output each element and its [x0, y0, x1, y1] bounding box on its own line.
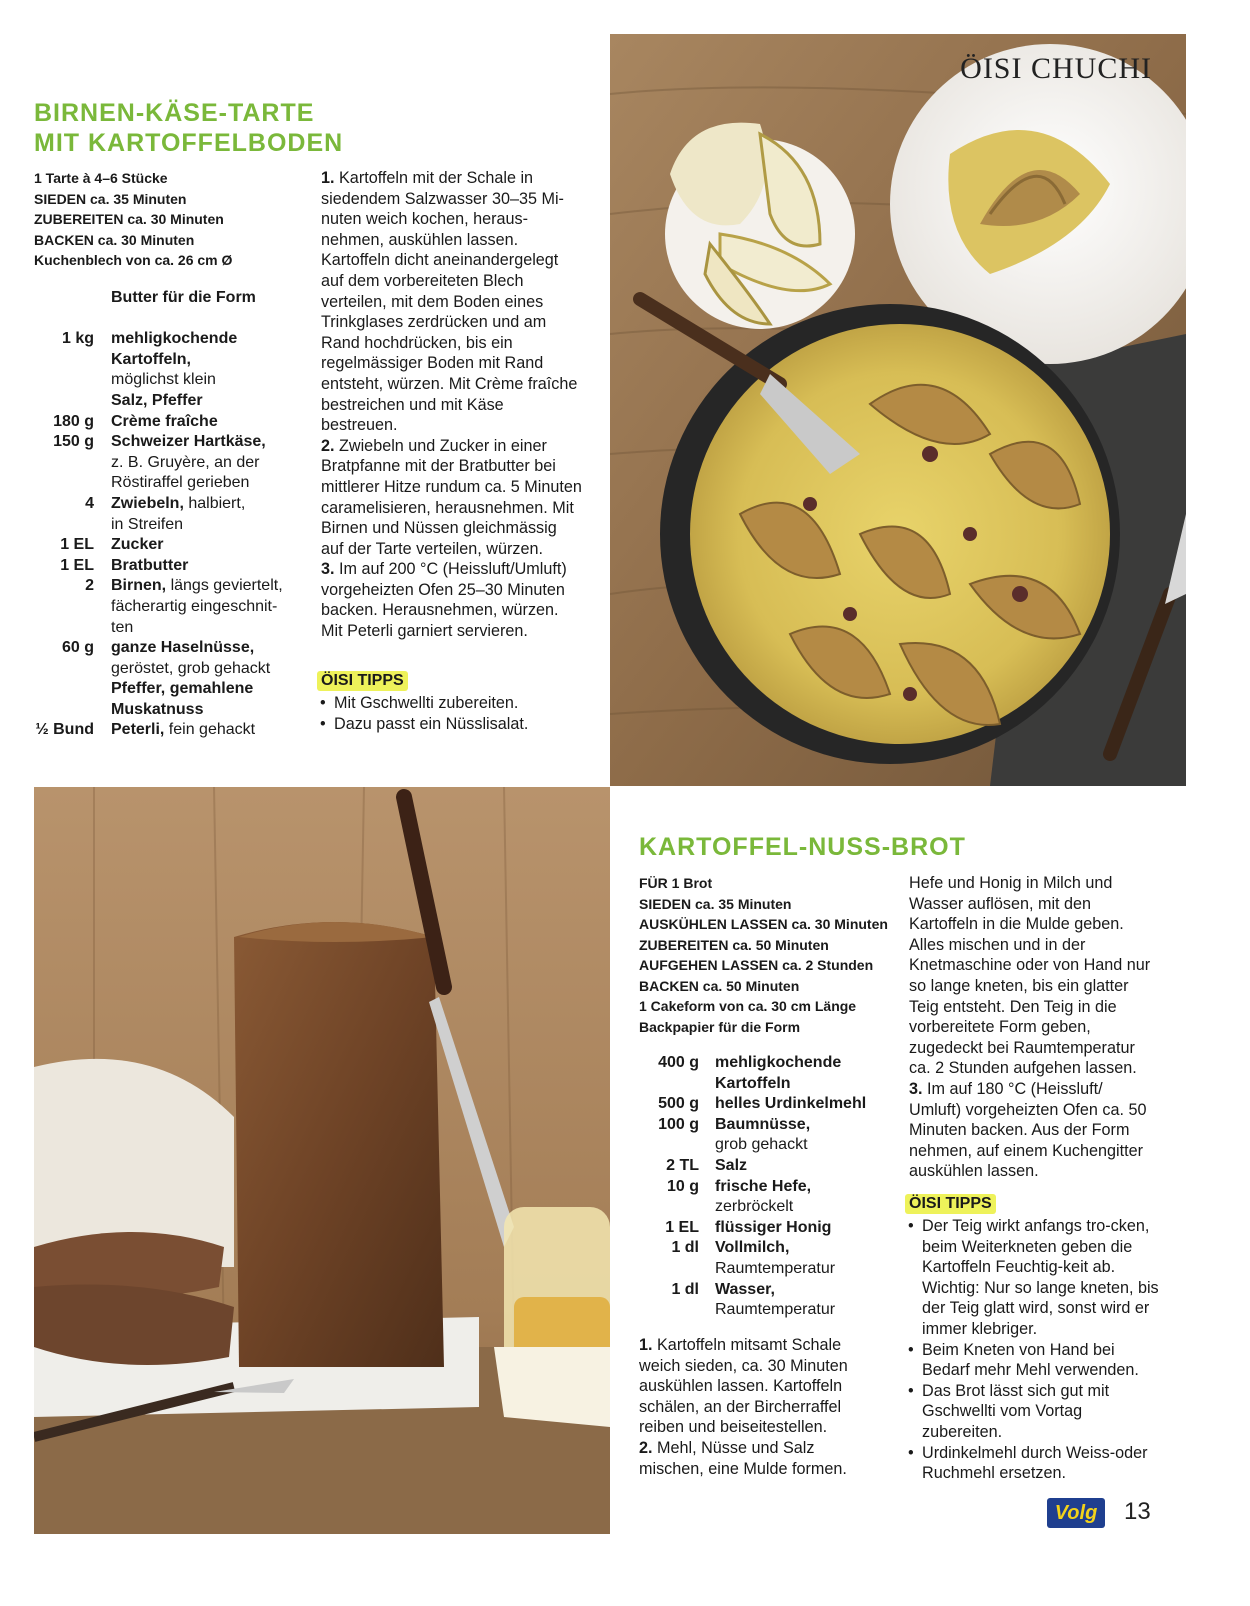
ingredient-name: Kartoffeln, — [111, 350, 191, 368]
tip-item: • Das Brot lässt sich gut mit Gschwellti vom Vortag zubereiten. — [905, 1381, 1165, 1443]
ingredient-row — [34, 659, 283, 680]
ingredient-qty: 60 g — [61, 639, 94, 657]
ingredient-qty — [639, 1197, 699, 1218]
ingredient-text — [111, 391, 203, 412]
ingredient-qty — [34, 473, 94, 494]
recipe2-tips — [905, 1193, 1165, 1484]
ingredient-name: Muskatnuss — [111, 700, 204, 718]
ingredient-text — [715, 1135, 808, 1156]
ingredient-qty: 1 EL — [60, 556, 94, 574]
ingredient-text — [111, 556, 188, 577]
ingredient-text — [111, 494, 245, 515]
recipe1-steps — [321, 168, 583, 642]
ingredient-name: Birnen, — [111, 577, 167, 595]
ingredient-detail: fächerartig eingeschnit- — [111, 597, 278, 615]
ingredient-text — [111, 679, 253, 700]
ingredient-qty: 150 g — [53, 433, 94, 451]
ingredient-text — [111, 700, 203, 721]
ingredient-name: mehligkochende — [715, 1054, 842, 1071]
ingredient-detail: geröstet, grob gehackt — [111, 659, 271, 677]
ingredient-row — [639, 1300, 866, 1321]
ingredient-detail: halbiert, — [183, 494, 246, 512]
tarte-illustration — [610, 34, 1186, 786]
ingredient-text — [111, 432, 266, 453]
ingredient-name: Peterli, — [111, 721, 165, 739]
page-number: 13 — [1124, 1498, 1151, 1525]
recipe1-step-1: 1. Kartoffeln mit der Schale in siedendem Salzwasser 30–35 Mi-nuten weich kochen, heraus-nehmen, auskühlen lassen. Kartoffeln dicht aneinandergelegt auf dem vorbereiteten Blech verteilen, mit dem Boden eines Trinkglases zerdrücken und am Rand hochdrücken, bis ein regelmässiger Boden mit Rand entsteht, würzen. Mit Crème fraîche bestreichen und mit Käse bestreuen. — [321, 169, 578, 435]
ingredient-row — [34, 309, 283, 330]
recipe1-meta — [34, 168, 232, 271]
ingredient-text — [715, 1238, 789, 1259]
ingredient-row — [34, 679, 283, 700]
ingredient-detail: in Streifen — [111, 515, 184, 533]
ingredient-name: Zwiebeln, — [111, 494, 184, 512]
ingredient-row — [34, 453, 283, 474]
ingredient-row — [34, 638, 283, 659]
ingredient-row — [34, 391, 283, 412]
ingredient-detail: ten — [111, 618, 134, 636]
recipe1-step-2: 2. Zwiebeln und Zucker in einer Bratpfanne mit der Bratbutter bei mittlerer Hitze rundum ca. 5 Minuten caramelisieren, herausnehmen. Mit Birnen und Nüssen gleichmässig auf der Tarte verteilen, würzen. — [321, 436, 582, 558]
ingredient-row — [34, 288, 283, 309]
ingredient-text — [715, 1218, 831, 1239]
ingredient-qty — [34, 370, 94, 391]
ingredient-row — [639, 1259, 866, 1280]
ingredient-row — [34, 473, 283, 494]
ingredient-text — [111, 515, 183, 536]
ingredient-row — [34, 350, 283, 371]
ingredient-qty — [34, 679, 94, 700]
ingredient-row — [34, 494, 283, 515]
ingredient-text — [111, 453, 260, 474]
ingredient-text — [715, 1177, 811, 1198]
meta-form: Kuchenblech von ca. 26 cm Ø — [34, 252, 233, 268]
ingredient-name: ganze Haselnüsse, — [111, 639, 255, 657]
meta-backen: BACKEN ca. 30 Minuten — [34, 231, 195, 248]
ingredient-text — [111, 535, 163, 556]
ingredient-name: flüssiger Honig — [715, 1218, 832, 1236]
ingredient-detail: möglichst klein — [111, 371, 216, 389]
meta-auskuehlen: AUSKÜHLEN LASSEN ca. 30 Minuten — [639, 916, 888, 932]
ingredient-row — [34, 700, 283, 721]
ingredient-row — [34, 597, 283, 618]
ingredient-detail: z. B. Gruyère, an der — [111, 453, 260, 471]
ingredient-row — [639, 1074, 866, 1095]
ingredient-name: helles Urdinkelmehl — [715, 1095, 867, 1113]
ingredient-text — [111, 638, 254, 659]
ingredient-row — [639, 1135, 866, 1156]
ingredient-row — [639, 1238, 866, 1259]
ingredient-text — [111, 576, 283, 597]
recipe2-meta — [639, 873, 888, 1037]
ingredient-qty — [34, 597, 94, 618]
meta-zubereiten: ZUBEREITEN ca. 30 Minuten — [34, 211, 224, 227]
ingredient-text — [715, 1280, 775, 1301]
ingredient-text — [715, 1156, 747, 1177]
tip-item: • Dazu passt ein Nüsslisalat. — [317, 714, 607, 735]
ingredient-row — [34, 515, 283, 536]
meta-backen: BACKEN ca. 50 Minuten — [639, 977, 800, 994]
ingredient-detail: längs geviertelt, — [166, 577, 283, 595]
ingredient-name: Crème fraîche — [111, 412, 218, 430]
recipe1-step-3: 3. Im auf 200 °C (Heissluft/Umluft) vorgeheizten Ofen 25–30 Minuten backen. Herausnehmen, würzen. Mit Peterli garniert servieren. — [321, 560, 567, 641]
ingredient-text — [715, 1259, 835, 1280]
recipe1-tips — [317, 670, 607, 734]
ingredient-name: frische Hefe, — [715, 1177, 812, 1195]
ingredient-text — [111, 288, 256, 309]
ingredient-qty: 100 g — [658, 1115, 699, 1133]
ingredient-qty — [34, 659, 94, 680]
ingredient-detail: zerbröckelt — [715, 1198, 794, 1216]
ingredient-qty: 10 g — [666, 1177, 699, 1195]
ingredient-qty — [34, 391, 94, 412]
recipe2-steps-right — [909, 873, 1154, 1182]
ingredient-qty: 2 — [85, 577, 94, 595]
volg-logo-text: Volg — [1054, 1501, 1098, 1524]
ingredient-qty: 400 g — [658, 1054, 699, 1071]
ingredient-name: Vollmilch, — [715, 1239, 790, 1257]
bread-photo — [34, 787, 610, 1534]
ingredient-text — [111, 412, 218, 433]
bread-illustration — [34, 787, 610, 1534]
ingredient-qty — [34, 350, 94, 371]
ingredient-qty — [34, 453, 94, 474]
ingredient-qty — [639, 1135, 699, 1156]
ingredient-row — [34, 329, 283, 350]
meta-portions: 1 Tarte à 4–6 Stücke — [34, 170, 168, 186]
recipe2-step-3: 3. Im auf 180 °C (Heissluft/ Umluft) vorgeheizten Ofen ca. 50 Minuten backen. Aus der Form nehmen, auf einem Kuchengitter auskühlen lassen. — [909, 1079, 1147, 1181]
ingredient-text — [111, 720, 255, 741]
ingredient-qty: 4 — [85, 494, 94, 512]
ingredient-qty — [34, 515, 94, 536]
ingredient-qty: ½ Bund — [35, 721, 94, 739]
ingredient-row — [639, 1177, 866, 1198]
meta-portions: FÜR 1 Brot — [639, 875, 713, 891]
recipe1-title — [34, 98, 343, 158]
ingredient-row — [639, 1115, 866, 1136]
ingredient-text — [111, 659, 270, 680]
ingredient-row — [639, 1053, 866, 1074]
ingredient-row — [34, 370, 283, 391]
ingredient-detail: Raumtemperatur — [715, 1301, 836, 1319]
ingredient-qty: 2 TL — [666, 1156, 699, 1174]
recipe2-steps-left — [639, 1335, 879, 1479]
recipe2-step-2-cont: Hefe und Honig in Milch und Wasser auflösen, mit den Kartoffeln in die Mulde geben. Alles mischen und in der Knetmaschine oder von Hand nur so lange kneten, bis ein glatter Teig entsteht. Den Teig in die vorbereitete Form geben, zugedeckt bei Raumtemperatur ca. 2 Stunden aufgehen lassen. — [909, 874, 1151, 1078]
ingredient-row — [34, 618, 283, 639]
ingredient-name: Bratbutter — [111, 556, 189, 574]
tarte-photo — [610, 34, 1186, 786]
ingredient-qty: 180 g — [53, 412, 94, 430]
ingredient-name: Butter für die Form — [111, 289, 256, 306]
ingredient-detail: Röstiraffel gerieben — [111, 474, 250, 492]
recipe2-ingredients — [639, 1053, 866, 1321]
ingredient-name: Wasser, — [715, 1280, 775, 1298]
ingredient-text — [715, 1053, 841, 1074]
tips-label: ÖISI TIPPS — [905, 1194, 996, 1214]
bread-loaf — [234, 922, 444, 1367]
ingredient-name: Schweizer Hartkäse, — [111, 433, 266, 451]
ingredient-text — [715, 1094, 866, 1115]
ingredient-row — [34, 412, 283, 433]
meta-zubereiten: ZUBEREITEN ca. 50 Minuten — [639, 936, 829, 953]
ingredient-name: mehligkochende — [111, 330, 238, 348]
ingredient-text — [111, 329, 237, 350]
ingredient-row — [639, 1280, 866, 1301]
ingredient-row — [34, 576, 283, 597]
ingredient-row — [639, 1094, 866, 1115]
ingredient-row — [34, 720, 283, 741]
ingredient-qty — [639, 1300, 699, 1321]
ingredient-name: Kartoffeln — [715, 1074, 791, 1092]
photo-caption: ÖISI CHUCHI — [960, 52, 1152, 85]
ingredient-text — [715, 1074, 791, 1095]
ingredient-detail: Raumtemperatur — [715, 1259, 836, 1277]
tips-label: ÖISI TIPPS — [317, 671, 408, 691]
meta-sieden: SIEDEN ca. 35 Minuten — [639, 895, 792, 912]
recipe1-title-line1: BIRNEN-KÄSE-TARTE — [34, 99, 315, 127]
ingredient-name: Salz — [715, 1156, 748, 1174]
recipe2-step-1: 1. Kartoffeln mitsamt Schale weich sieden, ca. 30 Minuten auskühlen lassen. Kartoffeln schälen, an der Bircherraffel reiben und beiseitestellen. — [639, 1336, 848, 1437]
ingredient-qty — [34, 309, 94, 330]
ingredient-text — [111, 597, 277, 618]
ingredient-qty — [639, 1074, 699, 1095]
tip-item: • Beim Kneten von Hand bei Bedarf mehr Mehl verwenden. — [905, 1340, 1165, 1381]
ingredient-text — [111, 370, 216, 391]
meta-backpapier: Backpapier für die Form — [639, 1018, 801, 1035]
ingredient-text — [111, 473, 249, 494]
ingredient-text — [111, 618, 133, 639]
meta-aufgehen: AUFGEHEN LASSEN ca. 2 Stunden — [639, 957, 874, 973]
ingredient-detail: fein gehackt — [164, 721, 256, 739]
recipe2-step-2: 2. Mehl, Nüsse und Salz mischen, eine Mulde formen. — [639, 1438, 847, 1478]
tip-item: • Der Teig wirkt anfangs tro-cken, beim Weiterkneten geben die Kartoffeln Feuchtig-keit ab. Wichtig: Nur so lange kneten, bis der Teig glatt wird, sonst wird er immer klebriger. — [905, 1216, 1165, 1340]
ingredient-name: Baumnüsse, — [715, 1115, 811, 1133]
ingredient-qty: 500 g — [658, 1095, 699, 1113]
ingredient-text — [715, 1300, 835, 1321]
ingredient-qty — [34, 618, 94, 639]
meta-sieden: SIEDEN ca. 35 Minuten — [34, 190, 187, 207]
ingredient-row — [639, 1197, 866, 1218]
ingredient-qty — [34, 700, 94, 721]
recipe1-title-line2: MIT KARTOFFELBODEN — [34, 129, 344, 157]
recipe1-ingredients — [34, 288, 283, 741]
ingredient-qty: 1 kg — [61, 330, 94, 348]
ingredient-detail: grob gehackt — [715, 1136, 808, 1154]
tip-item: • Mit Gschwellti zubereiten. — [317, 693, 607, 714]
ingredient-row — [639, 1218, 866, 1239]
tip-item: • Urdinkelmehl durch Weiss-oder Ruchmehl ersetzen. — [905, 1443, 1165, 1484]
ingredient-text — [111, 350, 191, 371]
ingredient-qty: 1 dl — [671, 1280, 699, 1298]
ingredient-qty: 1 dl — [671, 1239, 699, 1257]
ingredient-name: Pfeffer, gemahlene — [111, 680, 254, 698]
ingredient-qty — [34, 288, 94, 309]
ingredient-qty — [639, 1259, 699, 1280]
meta-form: 1 Cakeform von ca. 30 cm Länge — [639, 998, 857, 1014]
ingredient-qty: 1 EL — [665, 1218, 699, 1236]
ingredient-qty: 1 EL — [60, 536, 94, 554]
ingredient-text — [715, 1115, 810, 1136]
ingredient-text — [715, 1197, 793, 1218]
ingredient-row — [639, 1156, 866, 1177]
ingredient-row — [34, 556, 283, 577]
ingredient-row — [34, 535, 283, 556]
ingredient-name: Zucker — [111, 536, 164, 554]
ingredient-row — [34, 432, 283, 453]
recipe2-title: KARTOFFEL-NUSS-BROT — [639, 833, 966, 861]
ingredient-name: Salz, Pfeffer — [111, 391, 203, 409]
volg-logo — [1047, 1498, 1105, 1528]
